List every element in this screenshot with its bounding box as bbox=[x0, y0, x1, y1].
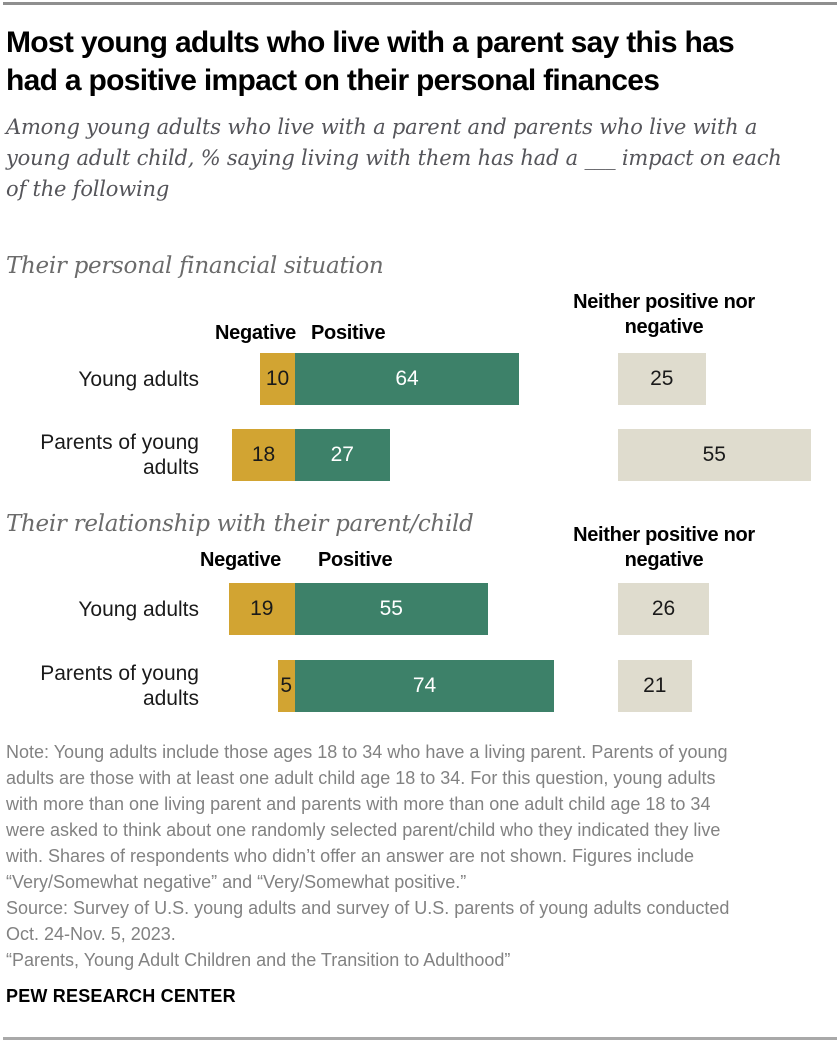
report-title-line: “Parents, Young Adult Children and the Transition to Adulthood” bbox=[6, 950, 511, 970]
note-line: with more than one living parent and parents with more than one adult child age 18 to 34 bbox=[6, 794, 711, 814]
neither-column-header-line: Neither positive nor bbox=[573, 291, 755, 313]
bar-row-young-adults bbox=[0, 583, 840, 635]
negative-value: 5 bbox=[280, 674, 293, 697]
source-line: Oct. 24-Nov. 5, 2023. bbox=[6, 924, 176, 944]
top-divider bbox=[3, 2, 837, 5]
chart-title-line: Most young adults who live with a parent say this has bbox=[6, 26, 735, 59]
negative-value: 18 bbox=[251, 443, 276, 466]
positive-value: 74 bbox=[412, 674, 437, 697]
chart-subtitle-line: of the following bbox=[6, 177, 170, 201]
pew-research-center-wordmark: PEW RESEARCH CENTER bbox=[6, 986, 236, 1006]
note-line: “Very/Somewhat negative” and “Very/Somewhat positive.” bbox=[6, 872, 467, 892]
neither-column-header-line: negative bbox=[624, 549, 704, 571]
row-label bbox=[0, 660, 199, 712]
bar-row-parents bbox=[0, 429, 840, 481]
row-label-line: Parents of young bbox=[40, 662, 199, 685]
neither-bar bbox=[618, 583, 709, 635]
source-line: Source: Survey of U.S. young adults and survey of U.S. parents of young adults conducted bbox=[6, 898, 730, 918]
footnote-block bbox=[6, 739, 836, 973]
positive-value: 64 bbox=[395, 367, 419, 390]
negative-bar bbox=[232, 429, 295, 481]
chart-title bbox=[6, 24, 834, 100]
neither-column-header-line: negative bbox=[624, 316, 704, 338]
row-label-line: Young adults bbox=[78, 367, 199, 391]
positive-value: 27 bbox=[330, 443, 354, 466]
positive-column-header: Positive bbox=[311, 322, 386, 344]
row-label-line: adults bbox=[142, 456, 199, 479]
chart-subtitle bbox=[6, 112, 834, 205]
chart-subtitle-line: Among young adults who live with a parent and parents who live with a bbox=[6, 115, 758, 139]
negative-value: 19 bbox=[250, 597, 274, 620]
note-line: with. Shares of respondents who didn’t offer an answer are not shown. Figures include bbox=[6, 846, 695, 866]
bottom-divider bbox=[3, 1037, 837, 1040]
negative-bar bbox=[278, 660, 296, 712]
row-label bbox=[0, 429, 199, 481]
chart-subtitle-line: young adult child, % saying living with them has had a ___ impact on each bbox=[6, 146, 782, 170]
neither-column-header bbox=[549, 523, 779, 573]
positive-bar bbox=[295, 660, 554, 712]
row-label-line: adults bbox=[142, 687, 199, 710]
neither-bar bbox=[618, 660, 692, 712]
neither-bar bbox=[618, 353, 706, 405]
positive-bar bbox=[295, 429, 390, 481]
negative-value: 10 bbox=[265, 367, 290, 390]
neither-column-header bbox=[549, 290, 779, 340]
section-heading-relationship: Their relationship with their parent/child bbox=[6, 511, 474, 537]
positive-bar bbox=[295, 353, 519, 405]
note-line: adults are those with at least one adult child age 18 to 34. For this question, young adults bbox=[6, 768, 716, 788]
positive-value: 55 bbox=[379, 597, 403, 620]
bar-row-young-adults bbox=[0, 353, 840, 405]
positive-bar bbox=[295, 583, 488, 635]
note-line: Note: Young adults include those ages 18 to 34 who have a living parent. Parents of young bbox=[6, 742, 728, 762]
neither-value: 26 bbox=[651, 597, 676, 620]
note-line: were asked to think about one randomly selected parent/child who they indicated they live bbox=[6, 820, 721, 840]
neither-bar bbox=[618, 429, 811, 481]
row-label bbox=[0, 353, 199, 405]
row-label-line: Young adults bbox=[78, 597, 199, 621]
neither-column-header-line: Neither positive nor bbox=[573, 524, 755, 546]
negative-bar bbox=[229, 583, 296, 635]
section-heading-finances: Their personal financial situation bbox=[6, 253, 384, 279]
negative-column-header: Negative bbox=[215, 322, 296, 344]
neither-value: 21 bbox=[643, 674, 667, 697]
negative-column-header: Negative bbox=[200, 549, 281, 571]
bar-row-parents bbox=[0, 660, 840, 712]
row-label-line: Parents of young bbox=[40, 431, 199, 454]
negative-bar bbox=[260, 353, 295, 405]
positive-column-header: Positive bbox=[318, 549, 393, 571]
row-label bbox=[0, 583, 199, 635]
neither-value: 55 bbox=[702, 443, 726, 466]
chart-title-line: had a positive impact on their personal finances bbox=[6, 64, 660, 97]
neither-value: 25 bbox=[650, 367, 674, 390]
